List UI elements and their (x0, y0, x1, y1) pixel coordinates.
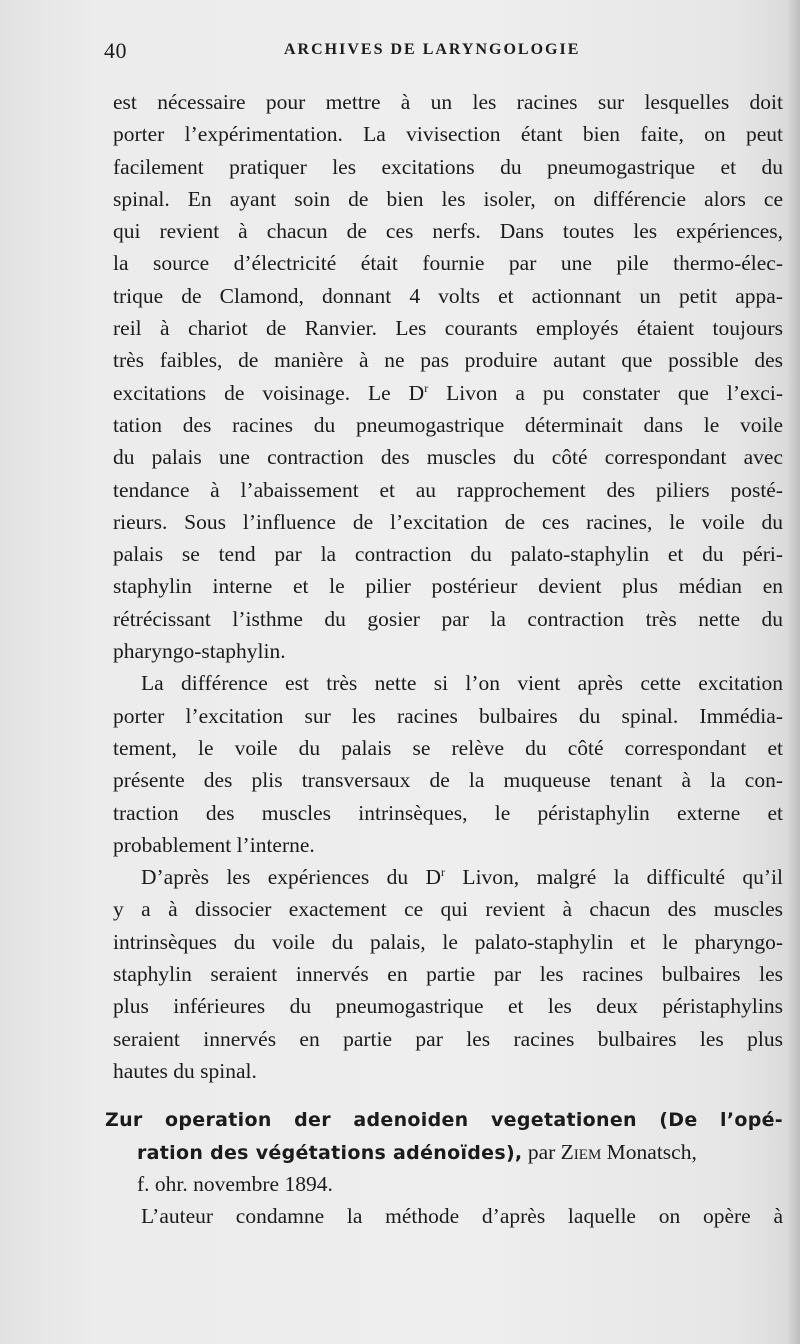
text-line: très faibles, de manière à ne pas produire autant que possible des (113, 348, 783, 373)
text-line (113, 377, 783, 409)
text-line: tement, le voile du palais se relève du côté correspondant et (113, 735, 783, 760)
text-line: y a à dissocier exactement ce qui revient à chacun des muscles (113, 897, 783, 922)
text-line: porter l’excitation sur les racines bulbaires du spinal. Immédia- (113, 703, 783, 728)
text-line: palais se tend par la contraction du palato-staphylin et du péri- (113, 542, 783, 567)
text-line: présente des plis transversaux de la muqueuse tenant à la con- (113, 768, 783, 793)
text-line: tendance à l’abaissement et au rapprochement des piliers posté- (113, 477, 783, 502)
section-spacer (113, 1087, 783, 1103)
text-line: rétrécissant l’isthme du gosier par la contraction très nette du (113, 606, 783, 631)
line-segment: Livon, malgré la difficulté qu’il (445, 865, 783, 890)
text-line: staphylin seraient innervés en partie par les racines bulbaires les (113, 962, 783, 987)
text-line: traction des muscles intrinsèques, le péristaphylin externe et (113, 800, 783, 825)
text-line: trique de Clamond, donnant 4 volts et actionnant un petit appa- (113, 283, 783, 308)
line-segment: Monatsch, (601, 1139, 697, 1164)
text-line: staphylin interne et le pilier postérieur devient plus médian en (113, 574, 783, 599)
superscript: r (424, 380, 429, 395)
text-line: pharyngo-staphylin. (113, 639, 286, 664)
section-title: Zur operation der adenoiden vegetationen (De l’opé- (105, 1109, 783, 1132)
text-line: reil à chariot de Ranvier. Les courants employés étaient toujours (113, 316, 783, 341)
page-number: 40 (104, 38, 127, 63)
text-line: facilement pratiquer les excitations du pneumogastrique et du (113, 154, 783, 179)
text-line: du palais une contraction des muscles du côté correspondant avec (113, 445, 783, 470)
text-line: L’auteur condamne la méthode d’après laquelle on opère à (141, 1204, 783, 1229)
body-text (105, 86, 783, 1232)
line-segment: D’après les expériences du D (141, 865, 442, 890)
page-edge-shadow (786, 0, 800, 1344)
text-line: plus inférieures du pneumogastrique et les deux péristaphylins (113, 994, 783, 1019)
text-line: hautes du spinal. (113, 1058, 257, 1083)
superscript: r (441, 864, 446, 879)
line-segment: excitations de voisinage. Le D (113, 380, 425, 405)
text-line: seraient innervés en partie par les racines bulbaires les plus (113, 1026, 783, 1051)
text-line: la source d’électricité était fournie par une pile thermo-élec- (113, 251, 783, 276)
text-line: rieurs. Sous l’influence de l’excitation de ces racines, le voile du (113, 509, 783, 534)
text-line: La différence est très nette si l’on vient après cette excitation (141, 671, 783, 696)
section-title-line (113, 1136, 783, 1168)
line-segment: Livon a pu constater que l’exci- (428, 380, 783, 405)
text-line: porter l’expérimentation. La vivisection étant bien faite, on peut (113, 122, 783, 147)
text-line: qui revient à chacun de ces nerfs. Dans toutes les expériences, (113, 219, 783, 244)
running-head: ARCHIVES DE LARYNGOLOGIE (284, 41, 581, 58)
author-name: Ziem (560, 1139, 602, 1164)
text-line: est nécessaire pour mettre à un les racines sur lesquelles doit (113, 90, 783, 114)
text-line: spinal. En ayant soin de bien les isoler, on différencie alors ce (113, 186, 783, 211)
line-segment: par (522, 1139, 561, 1164)
citation-line: f. ohr. novembre 1894. (137, 1171, 333, 1196)
page-header (104, 38, 784, 68)
text-line: intrinsèques du voile du palais, le palato-staphylin et le pharyngo- (113, 929, 783, 954)
section-title-line (105, 1103, 783, 1135)
text-line: probablement l’interne. (113, 832, 315, 857)
text-line (113, 861, 783, 893)
section-title-cont: ration des végétations adénoïdes), (137, 1141, 523, 1164)
text-line: tation des racines du pneumogastrique déterminait dans le voile (113, 412, 783, 437)
